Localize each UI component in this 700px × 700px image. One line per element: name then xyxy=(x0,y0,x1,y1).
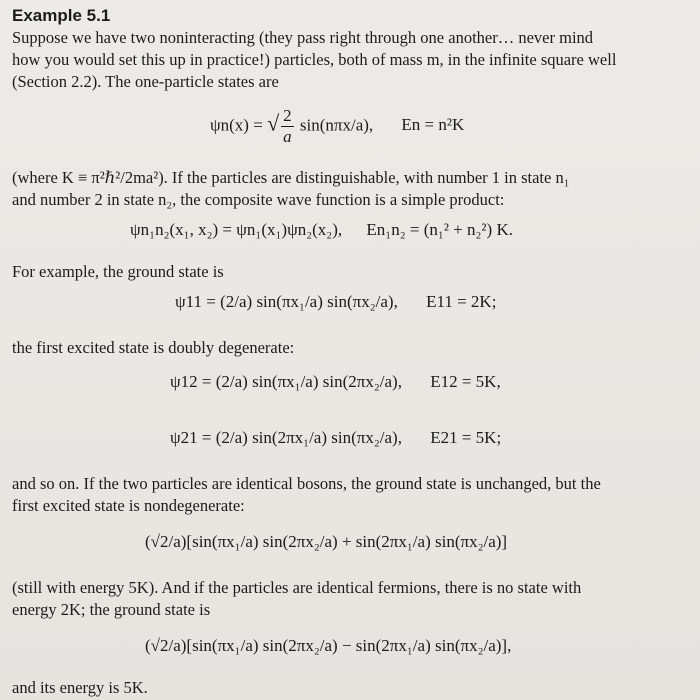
eq2-psi: ψn₁n₂(x₁, x₂) = ψn₁(x₁)ψn₂(x₂), xyxy=(130,220,343,239)
equation-psi-21 xyxy=(170,428,501,448)
paragraph-5-line-1: and so on. If the two particles are identical bosons, the ground state is unchanged, but the xyxy=(12,474,601,493)
eq4-psi: ψ12 = (2/a) sin(πx₁/a) sin(2πx₂/a), xyxy=(170,372,402,391)
paragraph-7: and its energy is 5K. xyxy=(12,678,148,697)
equation-fermion-state: (√2/a)[sin(πx₁/a) sin(2πx₂/a) − sin(2πx₁/a) sin(πx₂/a)], xyxy=(145,636,512,655)
paragraph-1-line-1: Suppose we have two noninteracting (they pass right through one another… never mind xyxy=(12,28,594,47)
equation-one-particle-states: ψn(x) = √ $\frac{2}{a}$ sin(nπx/a), En = n²K xyxy=(210,106,465,146)
paragraph-1-line-2: how you would set this up in practice!) particles, both of mass m, in the infinite square well xyxy=(12,50,617,69)
paragraph-6-line-1: (still with energy 5K). And if the particles are identical fermions, there is no state with xyxy=(12,578,582,597)
paragraph-6-line-2: energy 2K; the ground state is xyxy=(12,600,211,619)
eq3-psi: ψ11 = (2/a) sin(πx₁/a) sin(πx₂/a), xyxy=(175,292,398,311)
eq3-energy: E11 = 2K; xyxy=(426,292,497,311)
eq2-energy: En₁n₂ = (n₁² + n₂²) K. xyxy=(366,220,513,239)
eq1-energy: En = n²K xyxy=(401,115,465,135)
paragraph-3: For example, the ground state is xyxy=(12,262,224,281)
sqrt-symbol: √ xyxy=(267,110,280,136)
equation-psi-12 xyxy=(170,372,501,392)
eq1-sin: sin(nπx/a), xyxy=(299,115,374,135)
equation-ground-state xyxy=(175,292,496,312)
paragraph-5-line-2: first excited state is nondegenerate: xyxy=(12,496,245,515)
paragraph-2-line-1: (where K ≡ π²ℏ²/2ma²). If the particles are distinguishable, with number 1 in state n₁ xyxy=(12,168,570,187)
equation-product-state xyxy=(130,220,513,240)
eq5-energy: E21 = 5K; xyxy=(430,428,502,447)
eq4-energy: E12 = 5K, xyxy=(430,372,501,391)
paragraph-1-line-3: (Section 2.2). The one-particle states are xyxy=(12,72,279,91)
equation-boson-state: (√2/a)[sin(πx₁/a) sin(2πx₂/a) + sin(2πx₁/a) sin(πx₂/a)] xyxy=(145,532,508,551)
paragraph-2-line-2: and number 2 in state n₂, the composite wave function is a simple product: xyxy=(12,190,505,209)
example-heading: Example 5.1 xyxy=(12,6,111,25)
eq1-psi: ψn(x) = xyxy=(210,115,263,135)
paragraph-4: the first excited state is doubly degenerate: xyxy=(12,338,295,357)
eq5-psi: ψ21 = (2/a) sin(2πx₁/a) sin(πx₂/a), xyxy=(170,428,402,447)
